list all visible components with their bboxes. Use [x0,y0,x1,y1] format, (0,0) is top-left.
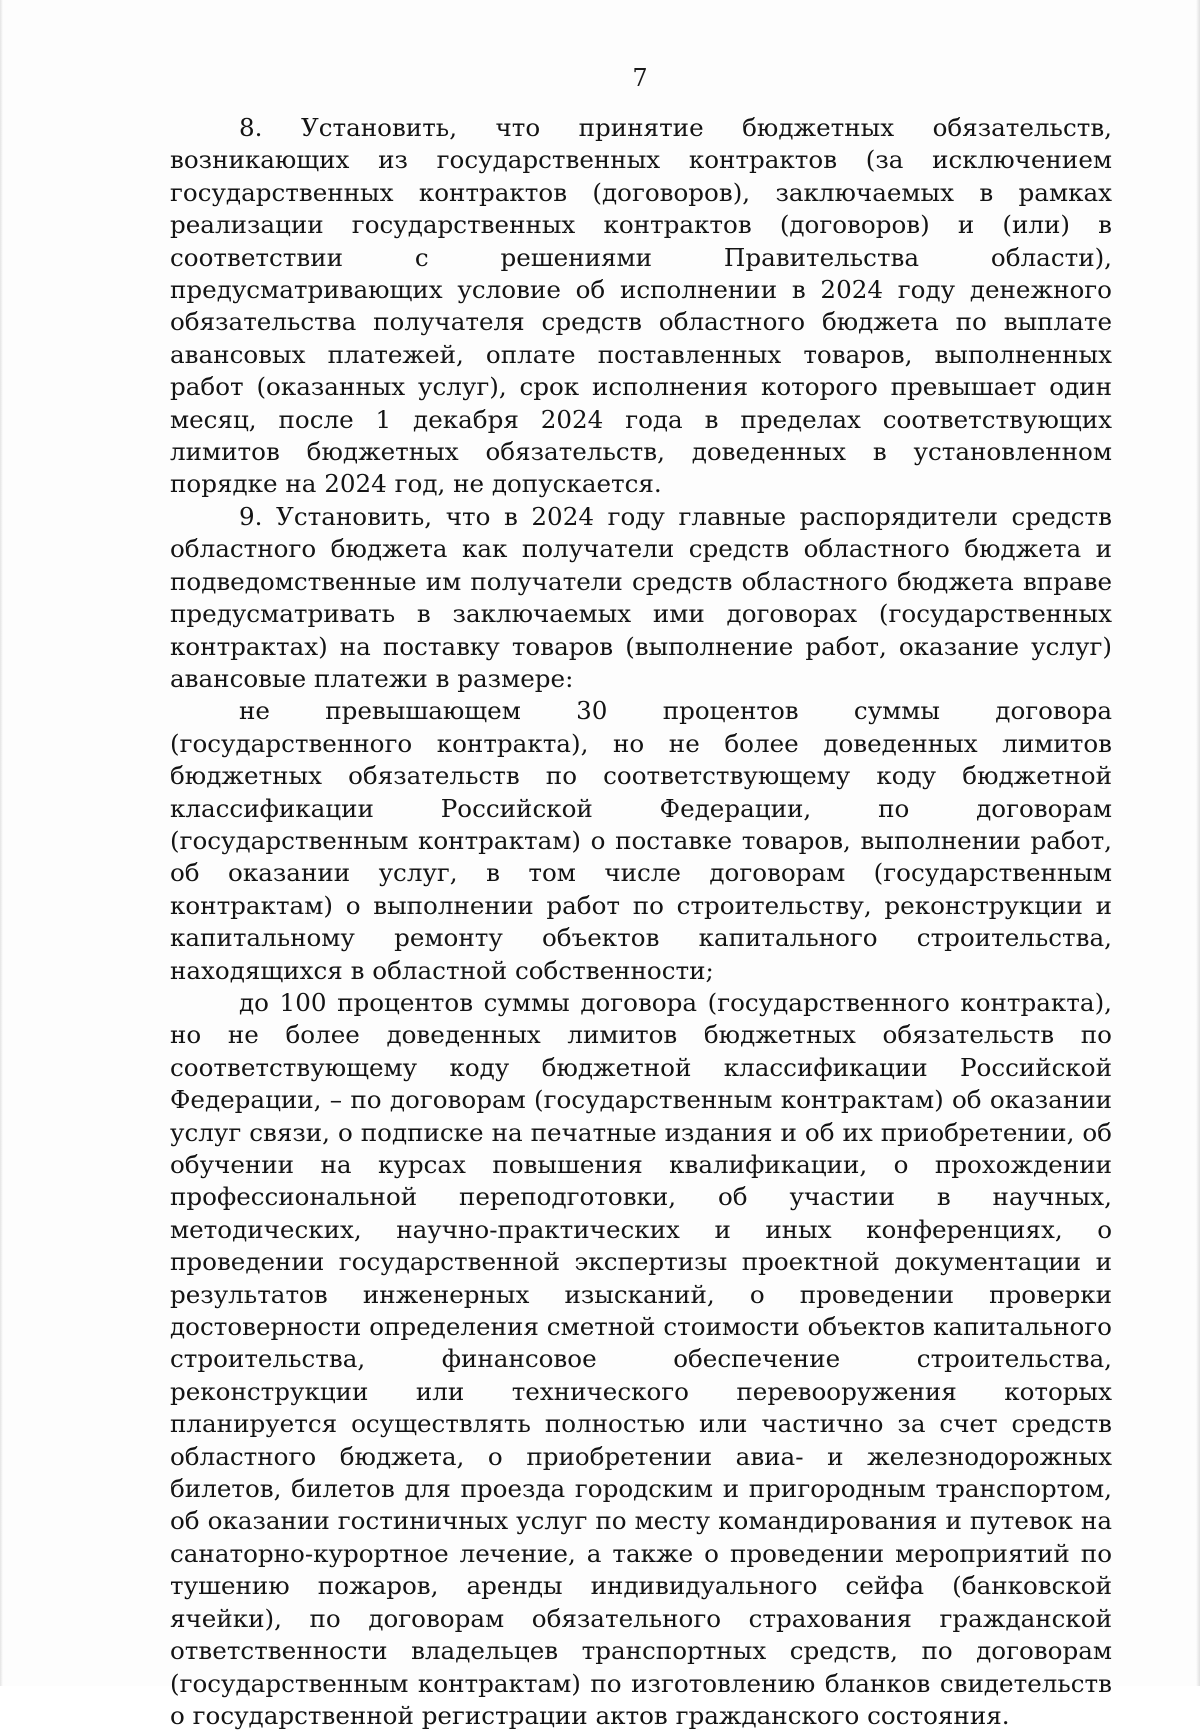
paragraph-8: 8. Установить, что принятие бюджетных обязательств, возникающих из государственных контрактов (за исключением государственных контрактов (договоров), заключаемых в рамках реализации государственных контрактов (договоров) и (или) в соответствии с решениями Правительства области), предусматривающих условие об исполнении в 2024 году денежного обязательства получателя средств областного бюджета по выплате авансовых платежей, оплате поставленных товаров, выполненных работ (оказанных услуг), срок исполнения которого превышает один месяц, после 1 декабря 2024 года в пределах соответствующих лимитов бюджетных обязательств, доведенных в установленном порядке на 2024 год, не допускается. [170,113,1112,499]
scan-edge-left [0,0,3,1686]
page-number: 7 [632,64,648,92]
paragraph-9-item-30-percent: не превышающем 30 процентов суммы договора (государственного контракта), но не более доведенных лимитов бюджетных обязательств по соответствующему коду бюджетной классификации Российской Федерации, по договорам (государственным контрактам) о поставке товаров, выполнении работ, об оказании услуг, в том числе договорам (государственным контрактам) о выполнении работ по строительству, реконструкции и капитальному ремонту объектов капитального строительства, находящихся в областной собственности; [170,696,1112,985]
paragraph-9-item-100-percent: до 100 процентов суммы договора (государственного контракта), но не более доведенных лимитов бюджетных обязательств по соответствующему коду бюджетной классификации Российской Федерации, – по договорам (государственным контрактам) об оказании услуг связи, о подписке на печатные издания и об их приобретении, об обучении на курсах повышения квалификации, о прохождении профессиональной переподготовки, об участии в научных, методических, научно-практических и иных конференциях, о проведении государственной экспертизы проектной документации и результатов инженерных изысканий, о проведении проверки достоверности определения сметной стоимости объектов капитального строительства, финансовое обеспечение строительства, реконструкции или технического перевооружения которых планируется осуществлять полностью или частично за счет средств областного бюджета, о приобретении авиа- и железнодорожных билетов, билетов для проезда городским и пригородным транспортом, об оказании гостиничных услуг по месту командирования и путевок на санаторно-курортное лечение, а также о проведении мероприятий по тушению пожаров, аренды индивидуального сейфа (банковской ячейки), по договорам обязательного страхования гражданской ответственности владельцев транспортных средств, по договорам (государственным контрактам) по изготовлению бланков свидетельств о государственной регистрации актов гражданского состояния. [170,987,1112,1730]
paragraph-9: 9. Установить, что в 2024 году главные распорядители средств областного бюджета как получатели средств областного бюджета и подведомственные им получатели средств областного бюджета вправе предусматривать в заключаемых ими договорах (государственных контрактах) на поставку товаров (выполнение работ, оказание услуг) авансовые платежи в размере: [170,501,1112,693]
scan-edge-right [1196,0,1200,1686]
document-body [170,112,1112,1732]
